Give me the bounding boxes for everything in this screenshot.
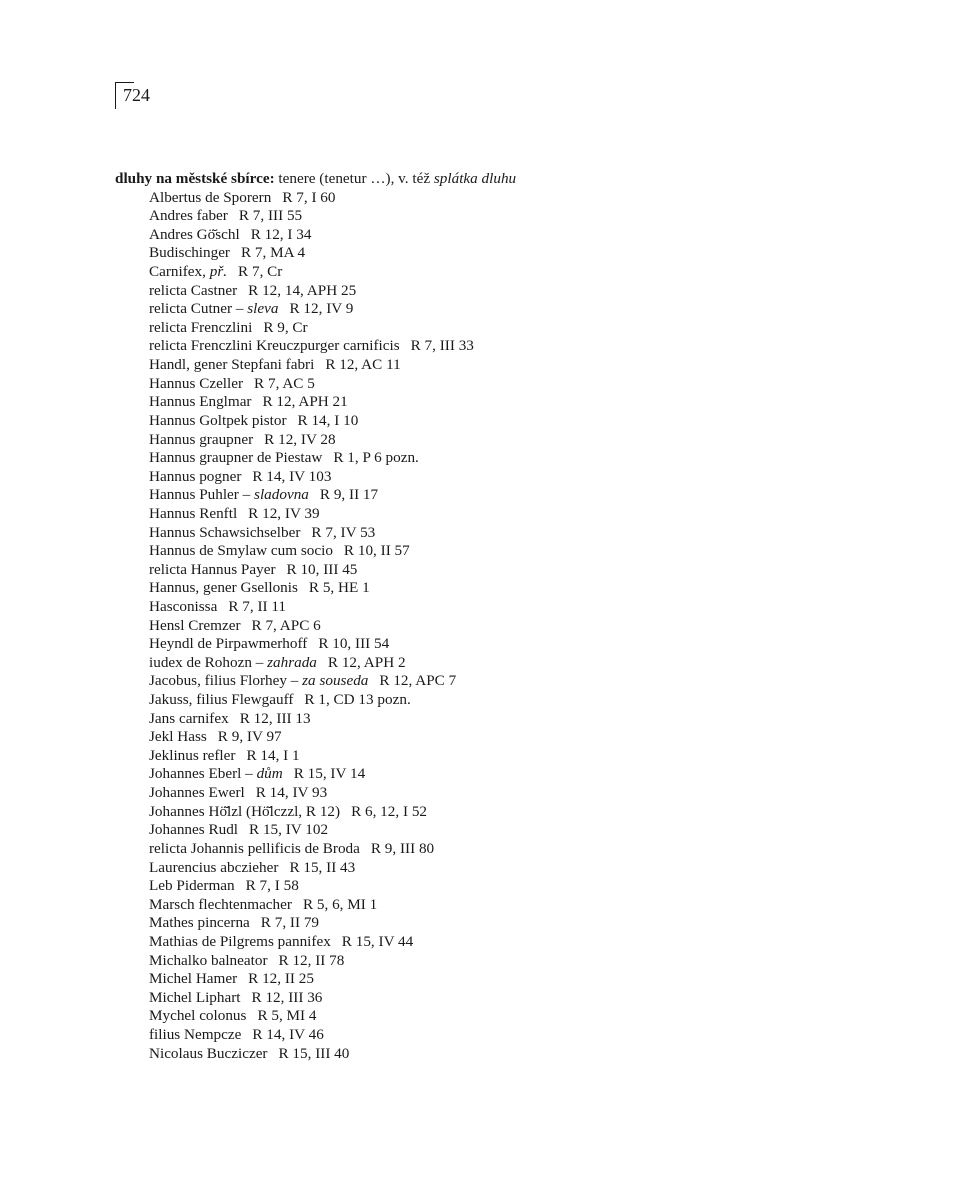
heading-term: dluhy na městské sbírce:: [115, 170, 275, 187]
list-item: [149, 468, 875, 487]
entry-name: Johannes Ewerl: [149, 784, 245, 802]
entry-reference: R 15, IV 102: [249, 821, 329, 839]
entry-name: Andres Gö̆schl: [149, 225, 240, 243]
entry-reference: R 12, II 25: [248, 970, 314, 988]
list-item: [149, 821, 875, 840]
entry-name: Jeklinus refler: [149, 746, 236, 764]
list-item: [149, 263, 875, 282]
list-item: [149, 356, 875, 375]
entry-name: Johannes Eberl –: [149, 765, 257, 783]
page-number: [115, 82, 150, 104]
entry-reference: R 7, III 33: [410, 337, 474, 355]
list-item: [149, 244, 875, 263]
heading-text: tenere (tenetur …), v. též: [274, 170, 434, 187]
list-item: [149, 524, 875, 543]
entry-name: Laurencius abczieher: [149, 858, 279, 876]
entry-reference: R 9, II 17: [319, 486, 379, 504]
entry-reference: R 14, IV 46: [252, 1026, 324, 1044]
entry-reference: R 5, 6, MI 1: [302, 895, 378, 913]
entry-name: Hannus Schawsichselber: [149, 523, 301, 541]
entry-name: relicta Hannus Payer: [149, 560, 276, 578]
entry-reference: R 12, APH 21: [262, 393, 348, 411]
entry-reference: R 7, MA 4: [241, 244, 306, 262]
index-entry: [115, 170, 875, 1063]
list-item: [149, 896, 875, 915]
entry-reference: R 12, APH 2: [327, 653, 406, 671]
entry-name: Mathes pincerna: [149, 914, 250, 932]
entry-name: Andres faber: [149, 207, 228, 225]
list-item: [149, 337, 875, 356]
list-item: [149, 840, 875, 859]
list-item: [149, 319, 875, 338]
list-item: [149, 859, 875, 878]
list-item: [149, 579, 875, 598]
list-item: [149, 728, 875, 747]
entry-name: Michel Hamer: [149, 970, 238, 988]
entry-reference: R 10, III 54: [318, 635, 390, 653]
list-item: [149, 784, 875, 803]
list-item: [149, 617, 875, 636]
page-corner-mark: [115, 82, 134, 109]
entry-name: Mathias de Pilgrems pannifex: [149, 932, 331, 950]
entry-reference: R 7, I 58: [245, 877, 299, 895]
entry-name: Jekl Hass: [149, 728, 207, 746]
entry-name: filius Nempcze: [149, 1026, 242, 1044]
entry-reference: R 15, III 40: [278, 1044, 350, 1062]
entry-heading: [115, 170, 875, 189]
entry-name: Leb Piderman: [149, 877, 235, 895]
list-item: [149, 1007, 875, 1026]
entry-reference: R 7, II 79: [260, 914, 320, 932]
entry-list: [115, 189, 875, 1064]
entry-reference: R 7, II 11: [228, 598, 286, 615]
entry-note: zahrada: [267, 653, 317, 671]
entry-name: Albertus de Sporern: [149, 188, 272, 206]
list-item: [149, 542, 875, 561]
list-item: [149, 691, 875, 710]
entry-reference: R 12, I 34: [250, 225, 312, 243]
list-item: [149, 877, 875, 896]
list-item: [149, 765, 875, 784]
heading-see-also: splátka dluhu: [433, 170, 517, 187]
entry-reference: R 12, IV 39: [248, 504, 320, 522]
list-item: [149, 672, 875, 691]
list-item: [149, 431, 875, 450]
entry-reference: R 9, Cr: [263, 318, 308, 336]
entry-reference: R 5, HE 1: [308, 579, 370, 597]
entry-name: Hannus graupner de Piestaw: [149, 449, 323, 467]
entry-name: Jans carnifex: [149, 709, 229, 727]
entry-name: Handl, gener Stepfani fabri: [149, 356, 315, 374]
entry-name: Hannus, gener Gsellonis: [149, 579, 298, 597]
entry-reference: R 5, MI 4: [257, 1007, 317, 1025]
list-item: [149, 952, 875, 971]
entry-reference: R 12, II 78: [278, 951, 345, 969]
entry-name: Heyndl de Pirpawmerhoff: [149, 635, 308, 653]
list-item: [149, 412, 875, 431]
entry-name: Hannus Puhler –: [149, 486, 255, 504]
entry-reference: R 7, AC 5: [254, 374, 315, 392]
entry-reference: R 7, APC 6: [251, 616, 321, 634]
entry-name: Budischinger: [149, 244, 230, 262]
list-item: [149, 561, 875, 580]
list-item: [149, 1026, 875, 1045]
list-item: [149, 914, 875, 933]
entry-reference: R 6, 12, I 52: [351, 802, 427, 820]
list-item: [149, 989, 875, 1008]
list-item: [149, 505, 875, 524]
list-item: [149, 393, 875, 412]
entry-name: Michalko balneator: [149, 951, 268, 969]
entry-reference: R 7, III 55: [238, 207, 303, 225]
entry-name: relicta Frenczlini: [149, 318, 253, 336]
entry-note: př.: [209, 263, 228, 281]
entry-reference: R 15, II 43: [289, 858, 356, 876]
entry-reference: R 15, IV 44: [341, 932, 414, 950]
entry-note: sladovna: [254, 486, 309, 504]
list-item: [149, 300, 875, 319]
entry-note: dům: [256, 765, 283, 783]
entry-reference: R 7, IV 53: [311, 523, 376, 541]
entry-reference: R 12, AC 11: [325, 356, 401, 374]
entry-name: Johannes Hö̆lzl (Hö̆lczzl, R 12): [149, 802, 341, 820]
entry-name: Hannus Goltpek pistor: [149, 411, 287, 429]
entry-reference: R 12, APC 7: [379, 672, 457, 690]
entry-note: za souseda: [302, 672, 369, 690]
list-item: [149, 375, 875, 394]
entry-reference: R 12, III 36: [251, 988, 323, 1006]
entry-name: Marsch flechtenmacher: [149, 895, 292, 913]
entry-name: Hannus Renftl: [149, 504, 238, 522]
entry-reference: R 12, 14, APH 25: [248, 281, 357, 299]
list-item: [149, 654, 875, 673]
page-number-text: 724: [123, 85, 150, 105]
entry-reference: R 10, III 45: [286, 560, 358, 578]
entry-name: relicta Frenczlini Kreuczpurger carnificis: [149, 337, 400, 355]
list-item: [149, 970, 875, 989]
list-item: [149, 1045, 875, 1064]
list-item: [149, 282, 875, 301]
entry-name: Johannes Rudl: [149, 821, 239, 839]
list-item: [149, 803, 875, 822]
list-item: [149, 933, 875, 952]
entry-name: Hannus graupner: [149, 430, 254, 448]
entry-reference: R 14, I 10: [297, 411, 359, 429]
entry-name: Michel Liphart: [149, 988, 241, 1006]
list-item: [149, 635, 875, 654]
entry-reference: R 14, I 1: [246, 746, 300, 764]
entry-name: Jakuss, filius Flewgauff: [149, 691, 294, 709]
entry-reference: R 9, III 80: [370, 839, 435, 857]
entry-reference: R 14, IV 103: [252, 467, 332, 485]
list-item: [149, 747, 875, 766]
entry-reference: R 1, P 6 pozn.: [333, 449, 419, 467]
entry-name: relicta Castner: [149, 281, 238, 299]
entry-reference: R 12, III 13: [239, 709, 311, 727]
list-item: [149, 189, 875, 208]
entry-reference: R 14, IV 93: [255, 784, 328, 802]
list-item: [149, 226, 875, 245]
entry-name: relicta Cutner –: [149, 300, 248, 318]
entry-name: Carnifex,: [149, 263, 210, 281]
entry-name: Jacobus, filius Florhey –: [149, 672, 303, 690]
entry-reference: R 10, II 57: [343, 542, 410, 560]
entry-name: Hensl Cremzer: [149, 616, 241, 634]
entry-name: Hannus Czeller: [149, 374, 244, 392]
entry-name: relicta Johannis pellificis de Broda: [149, 839, 360, 857]
entry-reference: R 15, IV 14: [293, 765, 366, 783]
entry-name: Hannus pogner: [149, 467, 242, 485]
entry-name: Mychel colonus: [149, 1007, 247, 1025]
entry-note: sleva: [247, 300, 279, 318]
entry-name: Nicolaus Bucziczer: [149, 1044, 268, 1062]
entry-name: Hasconissa: [149, 598, 218, 615]
list-item: [149, 486, 875, 505]
list-item: [149, 207, 875, 226]
entry-reference: R 1, CD 13 pozn.: [304, 691, 411, 709]
entry-reference: R 9, IV 97: [217, 728, 282, 746]
list-item: [149, 598, 875, 617]
entry-reference: R 12, IV 9: [289, 300, 354, 318]
entry-reference: R 7, I 60: [282, 188, 336, 206]
entry-name: Hannus de Smylaw cum socio: [149, 542, 333, 560]
entry-name: iudex de Rohozn –: [149, 653, 268, 671]
entry-name: Hannus Englmar: [149, 393, 252, 411]
list-item: [149, 710, 875, 729]
list-item: [149, 449, 875, 468]
entry-reference: R 7, Cr: [238, 263, 283, 281]
entry-reference: R 12, IV 28: [264, 430, 336, 448]
